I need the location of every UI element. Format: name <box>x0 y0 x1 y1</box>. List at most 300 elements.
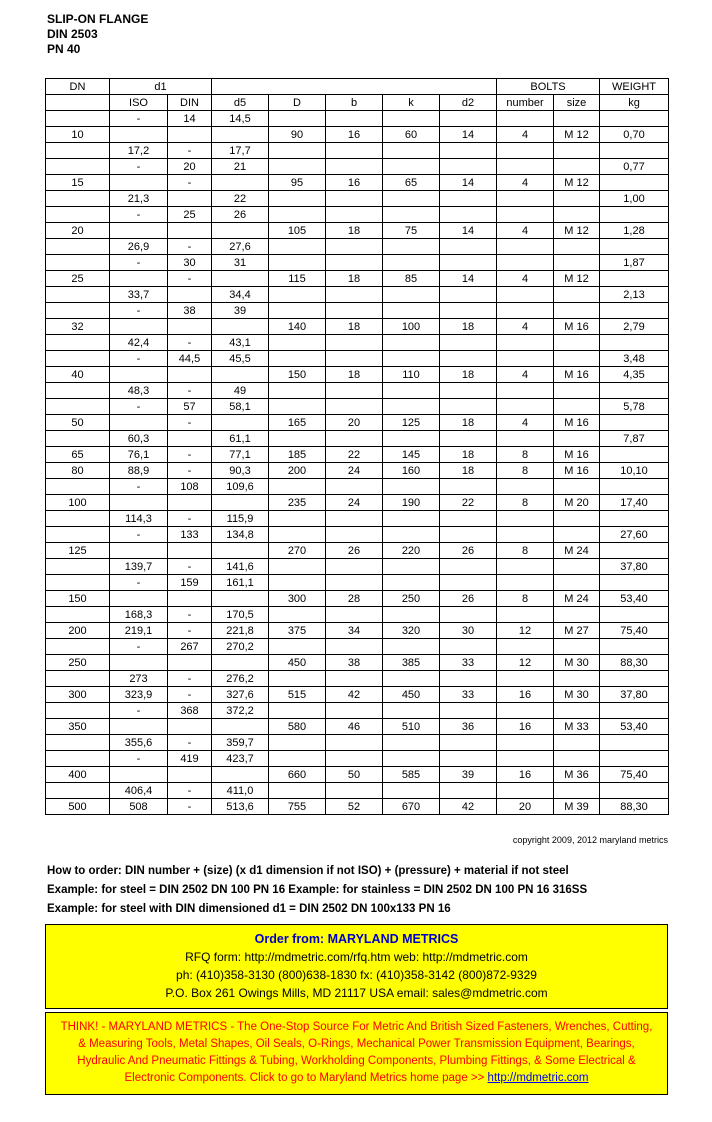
cell-bolt-size <box>554 287 600 303</box>
cell-d1-din: 38 <box>168 303 212 319</box>
cell-D <box>269 639 326 655</box>
cell-d1-iso: 355,6 <box>110 735 168 751</box>
cell-bolt-size: M 30 <box>554 687 600 703</box>
cell-D: 165 <box>269 415 326 431</box>
cell-d1-iso <box>110 319 168 335</box>
cell-d2 <box>440 335 497 351</box>
cell-bolt-number: 8 <box>497 463 554 479</box>
cell-k <box>383 207 440 223</box>
table-row <box>46 111 669 127</box>
cell-weight-kg <box>600 607 669 623</box>
cell-d1-din: 419 <box>168 751 212 767</box>
cell-bolt-number: 4 <box>497 223 554 239</box>
cell-weight-kg <box>600 303 669 319</box>
cell-d1-iso <box>110 367 168 383</box>
cell-dn <box>46 751 110 767</box>
cell-bolt-size: M 27 <box>554 623 600 639</box>
table-row <box>46 175 669 191</box>
cell-bolt-size <box>554 783 600 799</box>
cell-d1-din: 14 <box>168 111 212 127</box>
table-row <box>46 687 669 703</box>
cell-d1-iso: - <box>110 479 168 495</box>
cell-dn <box>46 191 110 207</box>
cell-bolt-size <box>554 751 600 767</box>
cell-d2 <box>440 351 497 367</box>
cell-bolt-size: M 12 <box>554 223 600 239</box>
cell-bolt-size <box>554 303 600 319</box>
cell-bolt-number <box>497 431 554 447</box>
cell-d5: 109,6 <box>212 479 269 495</box>
cell-d2 <box>440 575 497 591</box>
cell-weight-kg <box>600 511 669 527</box>
cell-d5 <box>212 655 269 671</box>
cell-bolt-size: M 20 <box>554 495 600 511</box>
cell-weight-kg: 37,80 <box>600 559 669 575</box>
cell-bolt-size: M 16 <box>554 367 600 383</box>
cell-weight-kg <box>600 415 669 431</box>
header-bolt-number: number <box>497 95 554 111</box>
cell-d1-iso: 60,3 <box>110 431 168 447</box>
cell-d5 <box>212 495 269 511</box>
table-row <box>46 143 669 159</box>
cell-k: 75 <box>383 223 440 239</box>
cell-dn <box>46 383 110 399</box>
header-bolt-size: size <box>554 95 600 111</box>
cell-weight-kg: 17,40 <box>600 495 669 511</box>
cell-k <box>383 111 440 127</box>
table-row <box>46 399 669 415</box>
cell-d1-iso: 48,3 <box>110 383 168 399</box>
cell-bolt-number <box>497 559 554 575</box>
cell-bolt-number <box>497 207 554 223</box>
cell-bolt-size <box>554 143 600 159</box>
how-to-order-block <box>47 862 587 919</box>
cell-bolt-size: M 16 <box>554 319 600 335</box>
cell-k: 100 <box>383 319 440 335</box>
cell-d5: 221,8 <box>212 623 269 639</box>
cell-d1-iso: 21,3 <box>110 191 168 207</box>
cell-D <box>269 559 326 575</box>
cell-dn <box>46 159 110 175</box>
cell-d5: 43,1 <box>212 335 269 351</box>
cell-b <box>326 703 383 719</box>
cell-bolt-number <box>497 671 554 687</box>
cell-d1-iso: 26,9 <box>110 239 168 255</box>
cell-d2: 18 <box>440 447 497 463</box>
flange-table-body <box>46 111 669 815</box>
cell-d2 <box>440 735 497 751</box>
cell-b <box>326 479 383 495</box>
table-row <box>46 607 669 623</box>
table-row <box>46 703 669 719</box>
cell-d1-iso: 17,2 <box>110 143 168 159</box>
cell-D: 150 <box>269 367 326 383</box>
cell-b <box>326 383 383 399</box>
cell-weight-kg <box>600 735 669 751</box>
title-block <box>47 12 148 57</box>
cell-b: 16 <box>326 175 383 191</box>
cell-d2 <box>440 255 497 271</box>
cell-dn: 100 <box>46 495 110 511</box>
table-row <box>46 239 669 255</box>
cell-d5: 327,6 <box>212 687 269 703</box>
cell-d1-iso: 88,9 <box>110 463 168 479</box>
cell-dn: 250 <box>46 655 110 671</box>
din-number: DIN 2503 <box>47 27 98 41</box>
cell-dn <box>46 527 110 543</box>
header-row-1 <box>46 79 669 95</box>
cell-d2: 42 <box>440 799 497 815</box>
cell-bolt-size: M 16 <box>554 463 600 479</box>
cell-dn <box>46 735 110 751</box>
cell-D: 200 <box>269 463 326 479</box>
cell-D <box>269 335 326 351</box>
cell-d1-din: - <box>168 687 212 703</box>
cell-D: 235 <box>269 495 326 511</box>
cell-d2 <box>440 303 497 319</box>
cell-d1-iso: 42,4 <box>110 335 168 351</box>
cell-dn: 32 <box>46 319 110 335</box>
cell-bolt-number <box>497 159 554 175</box>
cell-dn <box>46 399 110 415</box>
cell-dn <box>46 303 110 319</box>
cell-dn: 10 <box>46 127 110 143</box>
cell-D <box>269 511 326 527</box>
cell-d2: 26 <box>440 591 497 607</box>
cell-dn: 65 <box>46 447 110 463</box>
table-row <box>46 671 669 687</box>
cell-dn <box>46 511 110 527</box>
table-row <box>46 591 669 607</box>
cell-bolt-number <box>497 335 554 351</box>
cell-d5: 411,0 <box>212 783 269 799</box>
phone-fax-line: ph: (410)358-3130 (800)638-1830 fx: (410)358-3142 (800)872-9329 <box>176 968 537 982</box>
header-d1: d1 <box>110 79 212 95</box>
cell-k: 190 <box>383 495 440 511</box>
cell-D <box>269 751 326 767</box>
cell-d2: 14 <box>440 271 497 287</box>
cell-b <box>326 111 383 127</box>
cell-D <box>269 351 326 367</box>
cell-bolt-number: 12 <box>497 623 554 639</box>
cell-bolt-size: M 12 <box>554 271 600 287</box>
cell-D: 580 <box>269 719 326 735</box>
cell-weight-kg: 0,77 <box>600 159 669 175</box>
cell-bolt-number <box>497 239 554 255</box>
cell-D: 105 <box>269 223 326 239</box>
cell-d1-iso: - <box>110 159 168 175</box>
cell-d2 <box>440 671 497 687</box>
cell-bolt-number: 4 <box>497 271 554 287</box>
cell-d1-din: 57 <box>168 399 212 415</box>
cell-k <box>383 559 440 575</box>
cell-bolt-size <box>554 639 600 655</box>
cell-d2 <box>440 383 497 399</box>
rfq-web-line: RFQ form: http://mdmetric.com/rfq.htm web: http://mdmetric.com <box>185 950 528 964</box>
cell-D: 185 <box>269 447 326 463</box>
cell-D: 270 <box>269 543 326 559</box>
cell-dn <box>46 703 110 719</box>
cell-dn: 25 <box>46 271 110 287</box>
cell-bolt-size: M 36 <box>554 767 600 783</box>
cell-bolt-number: 4 <box>497 127 554 143</box>
cell-bolt-size <box>554 207 600 223</box>
cell-k: 65 <box>383 175 440 191</box>
cell-dn <box>46 143 110 159</box>
cell-bolt-size: M 24 <box>554 591 600 607</box>
cell-d5: 359,7 <box>212 735 269 751</box>
cell-bolt-size: M 16 <box>554 447 600 463</box>
cell-k: 385 <box>383 655 440 671</box>
cell-bolt-size <box>554 735 600 751</box>
header-weight: WEIGHT <box>600 79 669 95</box>
cell-k <box>383 143 440 159</box>
cell-bolt-size <box>554 191 600 207</box>
cell-d1-din: - <box>168 415 212 431</box>
cell-d5: 276,2 <box>212 671 269 687</box>
cell-k: 110 <box>383 367 440 383</box>
cell-dn <box>46 639 110 655</box>
cell-d1-din: 44,5 <box>168 351 212 367</box>
cell-d2: 33 <box>440 687 497 703</box>
copyright-notice: copyright 2009, 2012 maryland metrics <box>512 835 668 845</box>
cell-b <box>326 783 383 799</box>
cell-d5: 161,1 <box>212 575 269 591</box>
cell-d5: 22 <box>212 191 269 207</box>
table-row <box>46 383 669 399</box>
cell-d2: 30 <box>440 623 497 639</box>
cell-k <box>383 735 440 751</box>
home-page-link[interactable]: http://mdmetric.com <box>487 1072 589 1084</box>
cell-D <box>269 607 326 623</box>
cell-d5: 26 <box>212 207 269 223</box>
cell-D <box>269 479 326 495</box>
cell-b <box>326 431 383 447</box>
table-row <box>46 623 669 639</box>
cell-b <box>326 303 383 319</box>
table-row <box>46 575 669 591</box>
cell-k <box>383 383 440 399</box>
cell-weight-kg: 10,10 <box>600 463 669 479</box>
cell-d2 <box>440 159 497 175</box>
cell-d5 <box>212 543 269 559</box>
cell-d2: 26 <box>440 543 497 559</box>
cell-k <box>383 335 440 351</box>
cell-d1-iso <box>110 271 168 287</box>
cell-d5: 77,1 <box>212 447 269 463</box>
order-example-steel: Example: for steel = DIN 2502 DN 100 PN 16 Example: for stainless = DIN 2502 DN 100 PN 16 316SS <box>47 884 588 896</box>
cell-dn: 200 <box>46 623 110 639</box>
header-kg: kg <box>600 95 669 111</box>
cell-D <box>269 159 326 175</box>
cell-weight-kg: 3,48 <box>600 351 669 367</box>
cell-bolt-size: M 16 <box>554 415 600 431</box>
cell-k <box>383 751 440 767</box>
cell-d1-iso: - <box>110 639 168 655</box>
cell-D: 140 <box>269 319 326 335</box>
table-row <box>46 207 669 223</box>
cell-bolt-size <box>554 703 600 719</box>
cell-bolt-number: 20 <box>497 799 554 815</box>
cell-bolt-size <box>554 431 600 447</box>
cell-k <box>383 191 440 207</box>
cell-bolt-number: 4 <box>497 415 554 431</box>
cell-weight-kg: 88,30 <box>600 655 669 671</box>
cell-d1-din: - <box>168 671 212 687</box>
cell-D <box>269 527 326 543</box>
cell-weight-kg <box>600 111 669 127</box>
cell-d2 <box>440 559 497 575</box>
cell-D <box>269 735 326 751</box>
cell-bolt-size <box>554 351 600 367</box>
cell-k <box>383 287 440 303</box>
cell-d2: 18 <box>440 367 497 383</box>
cell-d1-din: - <box>168 239 212 255</box>
cell-bolt-number: 16 <box>497 719 554 735</box>
cell-b: 52 <box>326 799 383 815</box>
cell-d2 <box>440 479 497 495</box>
cell-d1-iso <box>110 415 168 431</box>
cell-d5 <box>212 415 269 431</box>
cell-d1-din: - <box>168 559 212 575</box>
cell-d1-iso: - <box>110 351 168 367</box>
cell-d1-iso <box>110 223 168 239</box>
cell-d1-din <box>168 543 212 559</box>
cell-bolt-number: 4 <box>497 175 554 191</box>
cell-d1-iso: 76,1 <box>110 447 168 463</box>
cell-d1-iso: 323,9 <box>110 687 168 703</box>
cell-b <box>326 559 383 575</box>
cell-d1-iso: - <box>110 575 168 591</box>
cell-weight-kg: 5,78 <box>600 399 669 415</box>
cell-d1-iso: 508 <box>110 799 168 815</box>
cell-b <box>326 239 383 255</box>
cell-weight-kg <box>600 575 669 591</box>
cell-d1-iso <box>110 719 168 735</box>
cell-bolt-number: 4 <box>497 319 554 335</box>
cell-d1-din <box>168 367 212 383</box>
cell-weight-kg: 2,13 <box>600 287 669 303</box>
cell-k: 585 <box>383 767 440 783</box>
cell-weight-kg: 37,80 <box>600 687 669 703</box>
cell-k <box>383 511 440 527</box>
flange-table-head-rows <box>46 79 669 111</box>
table-row <box>46 767 669 783</box>
cell-k: 450 <box>383 687 440 703</box>
table-row <box>46 463 669 479</box>
cell-d5: 21 <box>212 159 269 175</box>
cell-d2 <box>440 703 497 719</box>
cell-d1-din: - <box>168 175 212 191</box>
table-row <box>46 255 669 271</box>
cell-d1-din: - <box>168 383 212 399</box>
cell-D <box>269 303 326 319</box>
cell-b: 20 <box>326 415 383 431</box>
cell-k <box>383 575 440 591</box>
cell-d1-din: - <box>168 511 212 527</box>
table-row <box>46 191 669 207</box>
cell-bolt-size <box>554 479 600 495</box>
cell-dn <box>46 111 110 127</box>
cell-k: 220 <box>383 543 440 559</box>
cell-d1-iso <box>110 655 168 671</box>
cell-k <box>383 303 440 319</box>
cell-d2 <box>440 783 497 799</box>
cell-weight-kg: 2,79 <box>600 319 669 335</box>
cell-dn: 50 <box>46 415 110 431</box>
table-row <box>46 351 669 367</box>
table-row <box>46 655 669 671</box>
cell-b <box>326 399 383 415</box>
cell-d5: 49 <box>212 383 269 399</box>
table-row <box>46 479 669 495</box>
cell-k <box>383 703 440 719</box>
cell-d1-din: 108 <box>168 479 212 495</box>
table-row <box>46 783 669 799</box>
cell-dn <box>46 559 110 575</box>
table-row <box>46 799 669 815</box>
cell-bolt-number: 4 <box>497 367 554 383</box>
cell-dn: 500 <box>46 799 110 815</box>
table-row <box>46 159 669 175</box>
cell-dn <box>46 287 110 303</box>
cell-weight-kg: 53,40 <box>600 591 669 607</box>
cell-D: 95 <box>269 175 326 191</box>
cell-d1-iso <box>110 495 168 511</box>
cell-d1-iso <box>110 591 168 607</box>
order-example-din-d1: Example: for steel with DIN dimensioned d1 = DIN 2502 DN 100x133 PN 16 <box>47 903 451 915</box>
cell-bolt-number <box>497 783 554 799</box>
cell-bolt-size: M 12 <box>554 127 600 143</box>
cell-k: 320 <box>383 623 440 639</box>
cell-k <box>383 607 440 623</box>
cell-bolt-number: 8 <box>497 591 554 607</box>
cell-d5 <box>212 175 269 191</box>
cell-d1-din: 368 <box>168 703 212 719</box>
table-row <box>46 431 669 447</box>
cell-bolt-size <box>554 607 600 623</box>
cell-b <box>326 735 383 751</box>
cell-bolt-number <box>497 287 554 303</box>
cell-d1-din: 20 <box>168 159 212 175</box>
cell-D: 375 <box>269 623 326 639</box>
cell-d5: 513,6 <box>212 799 269 815</box>
cell-weight-kg <box>600 447 669 463</box>
cell-weight-kg <box>600 671 669 687</box>
cell-d5 <box>212 591 269 607</box>
cell-weight-kg: 1,00 <box>600 191 669 207</box>
cell-d1-iso: - <box>110 207 168 223</box>
cell-dn <box>46 207 110 223</box>
table-row <box>46 511 669 527</box>
cell-D <box>269 143 326 159</box>
cell-k <box>383 527 440 543</box>
cell-d5: 115,9 <box>212 511 269 527</box>
cell-b: 38 <box>326 655 383 671</box>
cell-d1-iso: - <box>110 527 168 543</box>
cell-bolt-number: 8 <box>497 543 554 559</box>
cell-bolt-number <box>497 639 554 655</box>
table-row <box>46 559 669 575</box>
cell-weight-kg: 4,35 <box>600 367 669 383</box>
header-blank <box>46 95 110 111</box>
cell-d2: 36 <box>440 719 497 735</box>
cell-d1-iso: - <box>110 703 168 719</box>
cell-bolt-size <box>554 559 600 575</box>
cell-d1-din: - <box>168 463 212 479</box>
cell-d2 <box>440 207 497 223</box>
cell-d1-din: - <box>168 799 212 815</box>
